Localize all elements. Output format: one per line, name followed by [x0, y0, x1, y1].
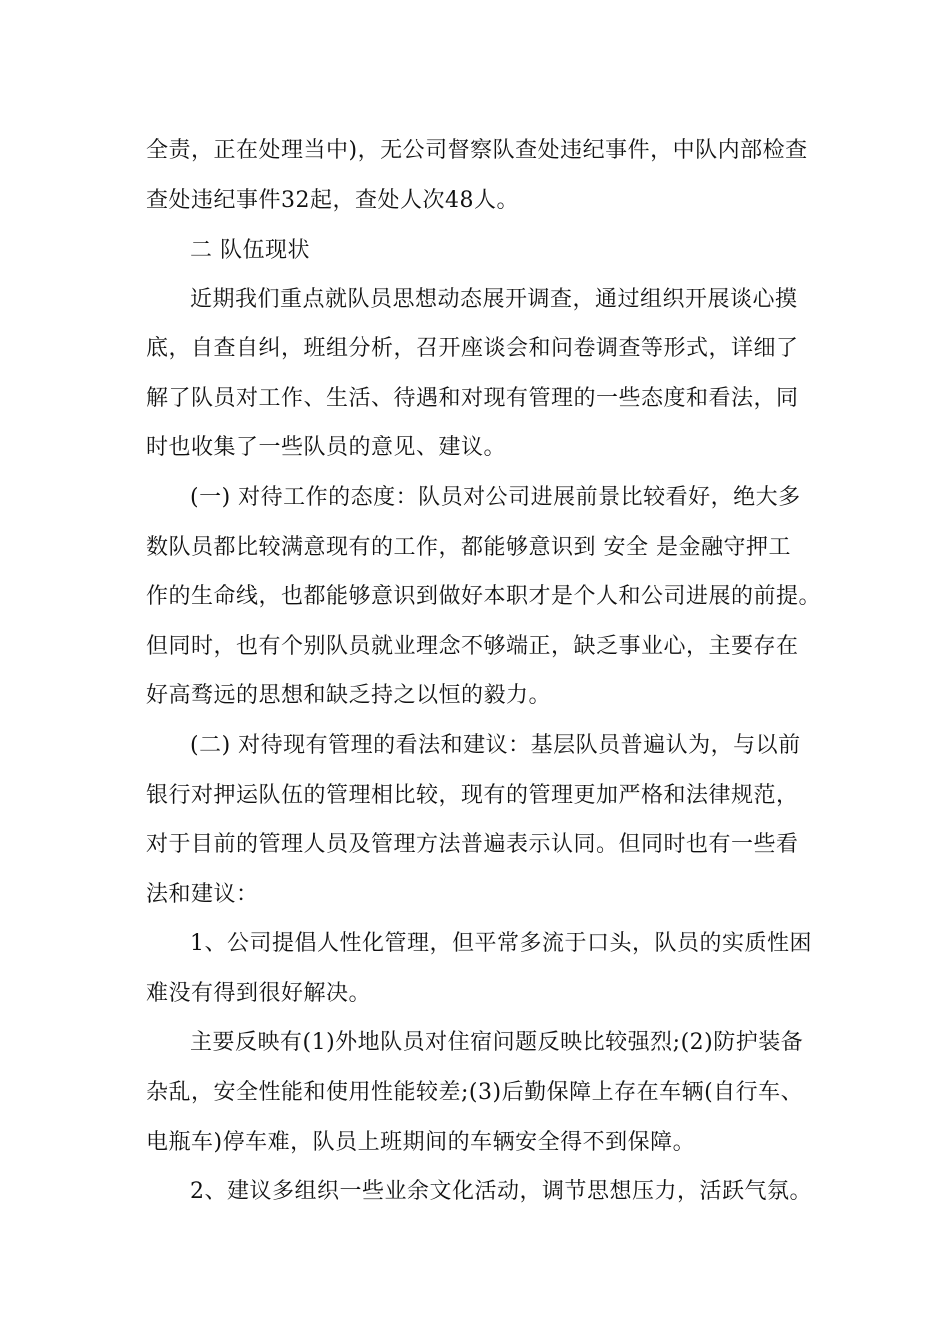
text-line: (一) 对待工作的态度：队员对公司进展前景比较看好，绝大多 [190, 485, 801, 510]
text-line: 难没有得到很好解决。 [146, 981, 372, 1006]
text-line: 查处违纪事件32起，查处人次48人。 [146, 188, 519, 213]
text-line: 电瓶车)停车难，队员上班期间的车辆安全得不到保障。 [146, 1130, 696, 1155]
text-line: 时也收集了一些队员的意见、建议。 [146, 435, 507, 460]
text-line: 主要反映有(1)外地队员对住宿问题反映比较强烈;(2)防护装备 [190, 1030, 804, 1055]
text-line: 解了队员对工作、生活、待遇和对现有管理的一些态度和看法，同 [146, 386, 799, 411]
section-heading: 二 队伍现状 [190, 238, 310, 263]
text-line: 1、公司提倡人性化管理，但平常多流于口头，队员的实质性困 [190, 931, 812, 956]
text-line: 全责，正在处理当中)，无公司督察队查处违纪事件，中队内部检查 [146, 138, 808, 163]
text-line: 杂乱，安全性能和使用性能较差;(3)后勤保障上存在车辆(自行车、 [146, 1080, 804, 1105]
text-line: 2、建议多组织一些业余文化活动，调节思想压力，活跃气氛。 [190, 1179, 812, 1204]
text-line: 法和建议： [146, 882, 259, 907]
text-line: 数队员都比较满意现有的工作，都能够意识到 安全 是金融守押工 [146, 535, 791, 560]
text-line: 近期我们重点就队员思想动态展开调查，通过组织开展谈心摸 [190, 287, 798, 312]
text-line: 但同时，也有个别队员就业理念不够端正，缺乏事业心，主要存在 [146, 634, 799, 659]
text-line: 银行对押运队伍的管理相比较，现有的管理更加严格和法律规范， [146, 783, 799, 808]
text-line: 底，自查自纠，班组分析，召开座谈会和问卷调查等形式，详细了 [146, 336, 799, 361]
text-line: (二) 对待现有管理的看法和建议：基层队员普遍认为，与以前 [190, 733, 801, 758]
text-line: 作的生命线，也都能够意识到做好本职才是个人和公司进展的前提。 [146, 584, 822, 609]
text-line: 对于目前的管理人员及管理方法普遍表示认同。但同时也有一些看 [146, 832, 799, 857]
text-line: 好高骛远的思想和缺乏持之以恒的毅力。 [146, 683, 552, 708]
